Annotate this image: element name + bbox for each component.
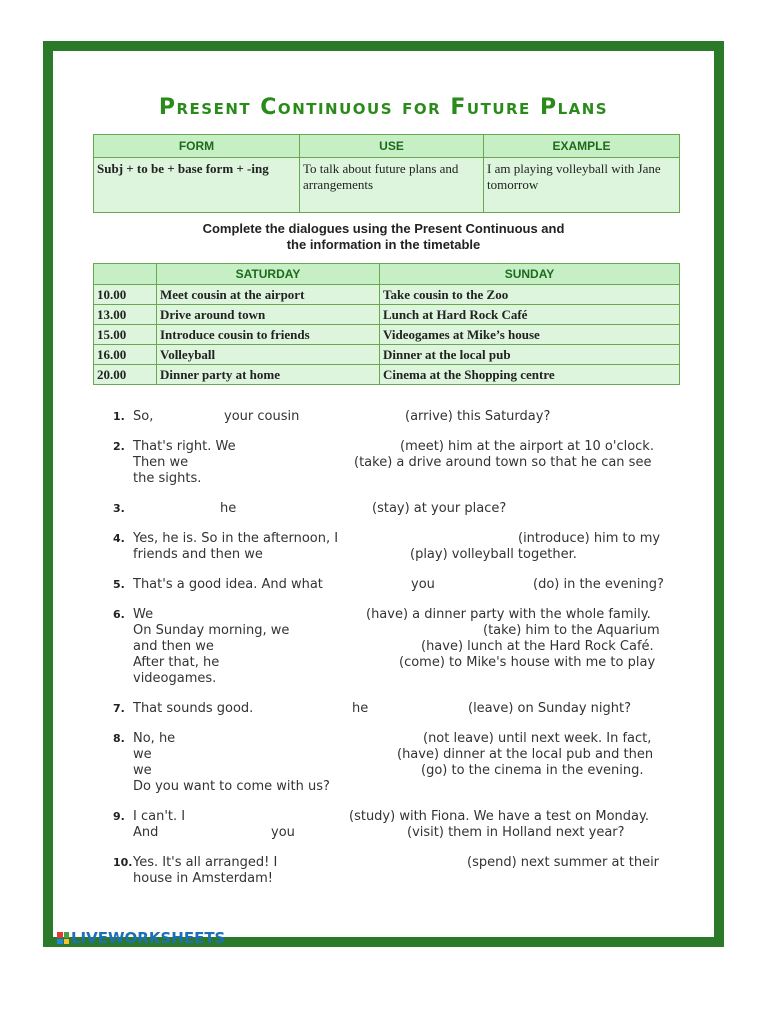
dialogue-text: (stay) at your place? — [372, 501, 507, 516]
dialogue-item-10 — [113, 855, 683, 887]
timetable-header — [94, 264, 680, 285]
dialogue-text: No, he — [133, 731, 176, 746]
dialogue-text: (take) a drive around town so that he can see — [354, 455, 652, 470]
liveworksheets-logo-text: LIVEWORKSHEETS — [71, 929, 226, 947]
dialogue-text: (spend) next summer at their — [467, 855, 660, 870]
saturday-cell: Drive around town — [157, 305, 380, 325]
item-number: 8. — [113, 732, 125, 745]
dialogue-text: friends and then we — [133, 547, 263, 562]
dialogue-item-4 — [113, 531, 683, 563]
use-cell: To talk about future plans and arrangements — [300, 158, 484, 213]
dialogue-text: (have) lunch at the Hard Rock Café. — [421, 639, 654, 654]
dialogue-text: we — [133, 763, 152, 778]
saturday-cell: Meet cousin at the airport — [157, 285, 380, 305]
time-cell: 20.00 — [94, 365, 157, 385]
dialogue-text: your cousin — [224, 409, 300, 424]
dialogue-line — [113, 547, 683, 563]
time-cell: 13.00 — [94, 305, 157, 325]
item-number: 2. — [113, 440, 125, 453]
time-cell: 10.00 — [94, 285, 157, 305]
dialogue-line — [113, 855, 683, 871]
grammar-table-header — [94, 135, 680, 158]
grammar-table-row — [94, 158, 680, 213]
item-number: 5. — [113, 578, 125, 591]
dialogue-item-6 — [113, 607, 683, 687]
sunday-cell: Take cousin to the Zoo — [380, 285, 680, 305]
table-row — [94, 325, 680, 345]
dialogue-text: We — [133, 607, 154, 622]
dialogue-text: (not leave) until next week. In fact, — [423, 731, 652, 746]
dialogue-text: (leave) on Sunday night? — [468, 701, 631, 716]
dialogue-text: After that, he — [133, 655, 220, 670]
item-number: 9. — [113, 810, 125, 823]
worksheet-title: Present Continuous for Future Plans — [158, 95, 609, 120]
dialogue-text: he — [220, 501, 237, 516]
dialogue-text: Yes, he is. So in the afternoon, I — [133, 531, 339, 546]
dialogue-text: house in Amsterdam! — [133, 871, 273, 886]
dialogue-line — [113, 701, 683, 717]
dialogue-line — [113, 763, 683, 779]
instructions-line-2: the information in the timetable — [286, 237, 481, 252]
dialogue-item-2 — [113, 439, 683, 487]
dialogue-line — [113, 409, 683, 425]
dialogue-text: he — [352, 701, 369, 716]
instructions-line-1: Complete the dialogues using the Present Continuous and — [202, 221, 565, 236]
item-number: 3. — [113, 502, 125, 515]
dialogue-exercise — [113, 409, 683, 901]
dialogue-line — [113, 655, 683, 671]
dialogue-text: (do) in the evening? — [533, 577, 664, 592]
dialogue-line — [113, 639, 683, 655]
dialogue-line — [113, 577, 683, 593]
table-row — [94, 365, 680, 385]
liveworksheets-logo-icon — [57, 932, 69, 944]
sunday-cell: Lunch at Hard Rock Café — [380, 305, 680, 325]
dialogue-text: So, — [133, 409, 154, 424]
dialogue-line — [113, 825, 683, 841]
time-cell: 15.00 — [94, 325, 157, 345]
header-example: EXAMPLE — [484, 135, 680, 158]
header-sunday: SUNDAY — [380, 264, 680, 285]
item-number: 1. — [113, 410, 125, 423]
dialogue-text: (study) with Fiona. We have a test on Monday. — [349, 809, 649, 824]
sunday-cell: Dinner at the local pub — [380, 345, 680, 365]
dialogue-text: That sounds good. — [133, 701, 254, 716]
dialogue-line — [113, 471, 683, 487]
dialogue-item-1 — [113, 409, 683, 425]
dialogue-item-3 — [113, 501, 683, 517]
saturday-cell: Volleyball — [157, 345, 380, 365]
saturday-cell: Dinner party at home — [157, 365, 380, 385]
instructions — [53, 221, 714, 253]
table-row — [94, 285, 680, 305]
dialogue-item-9 — [113, 809, 683, 841]
dialogue-text: videogames. — [133, 671, 217, 686]
dialogue-text: That's a good idea. And what — [133, 577, 323, 592]
item-number: 6. — [113, 608, 125, 621]
dialogue-line — [113, 871, 683, 887]
dialogue-text: (have) dinner at the local pub and then — [397, 747, 654, 762]
header-time — [94, 264, 157, 285]
dialogue-line — [113, 731, 683, 747]
dialogue-text: you — [271, 825, 295, 840]
dialogue-line — [113, 455, 683, 471]
dialogue-text: the sights. — [133, 471, 202, 486]
table-row — [94, 345, 680, 365]
example-cell: I am playing volleyball with Jane tomorrow — [484, 158, 680, 213]
sunday-cell: Cinema at the Shopping centre — [380, 365, 680, 385]
dialogue-item-5 — [113, 577, 683, 593]
dialogue-text: On Sunday morning, we — [133, 623, 290, 638]
header-saturday: SATURDAY — [157, 264, 380, 285]
dialogue-text: (arrive) this Saturday? — [405, 409, 551, 424]
header-form: FORM — [94, 135, 300, 158]
dialogue-text: we — [133, 747, 152, 762]
dialogue-text: (go) to the cinema in the evening. — [421, 763, 644, 778]
dialogue-line — [113, 607, 683, 623]
dialogue-text: (take) him to the Aquarium — [483, 623, 660, 638]
dialogue-line — [113, 501, 683, 517]
dialogue-text: I can't. I — [133, 809, 186, 824]
time-cell: 16.00 — [94, 345, 157, 365]
dialogue-item-7 — [113, 701, 683, 717]
liveworksheets-logo[interactable] — [57, 931, 242, 945]
dialogue-text: (play) volleyball together. — [410, 547, 577, 562]
dialogue-text: you — [411, 577, 435, 592]
dialogue-text: (come) to Mike's house with me to play — [399, 655, 656, 670]
dialogue-text: Do you want to come with us? — [133, 779, 330, 794]
dialogue-text: (meet) him at the airport at 10 o'clock. — [400, 439, 654, 454]
dialogue-text: And — [133, 825, 159, 840]
dialogue-text: (have) a dinner party with the whole family. — [366, 607, 651, 622]
saturday-cell: Introduce cousin to friends — [157, 325, 380, 345]
dialogue-line — [113, 439, 683, 455]
grammar-table — [93, 134, 680, 213]
table-row — [94, 305, 680, 325]
header-use: USE — [300, 135, 484, 158]
dialogue-text: and then we — [133, 639, 214, 654]
timetable — [93, 263, 680, 385]
dialogue-line — [113, 531, 683, 547]
worksheet-frame — [43, 41, 724, 947]
form-cell: Subj + to be + base form + -ing — [94, 158, 300, 213]
dialogue-text: (visit) them in Holland next year? — [407, 825, 625, 840]
item-number: 10. — [113, 856, 133, 869]
item-number: 7. — [113, 702, 125, 715]
dialogue-text: Yes. It's all arranged! I — [133, 855, 278, 870]
dialogue-text: Then we — [133, 455, 189, 470]
item-number: 4. — [113, 532, 125, 545]
dialogue-item-8 — [113, 731, 683, 795]
dialogue-text: (introduce) him to my — [518, 531, 661, 546]
sunday-cell: Videogames at Mike’s house — [380, 325, 680, 345]
dialogue-line — [113, 623, 683, 639]
dialogue-line — [113, 779, 683, 795]
dialogue-line — [113, 671, 683, 687]
dialogue-line — [113, 747, 683, 763]
dialogue-text: That's right. We — [133, 439, 236, 454]
dialogue-line — [113, 809, 683, 825]
